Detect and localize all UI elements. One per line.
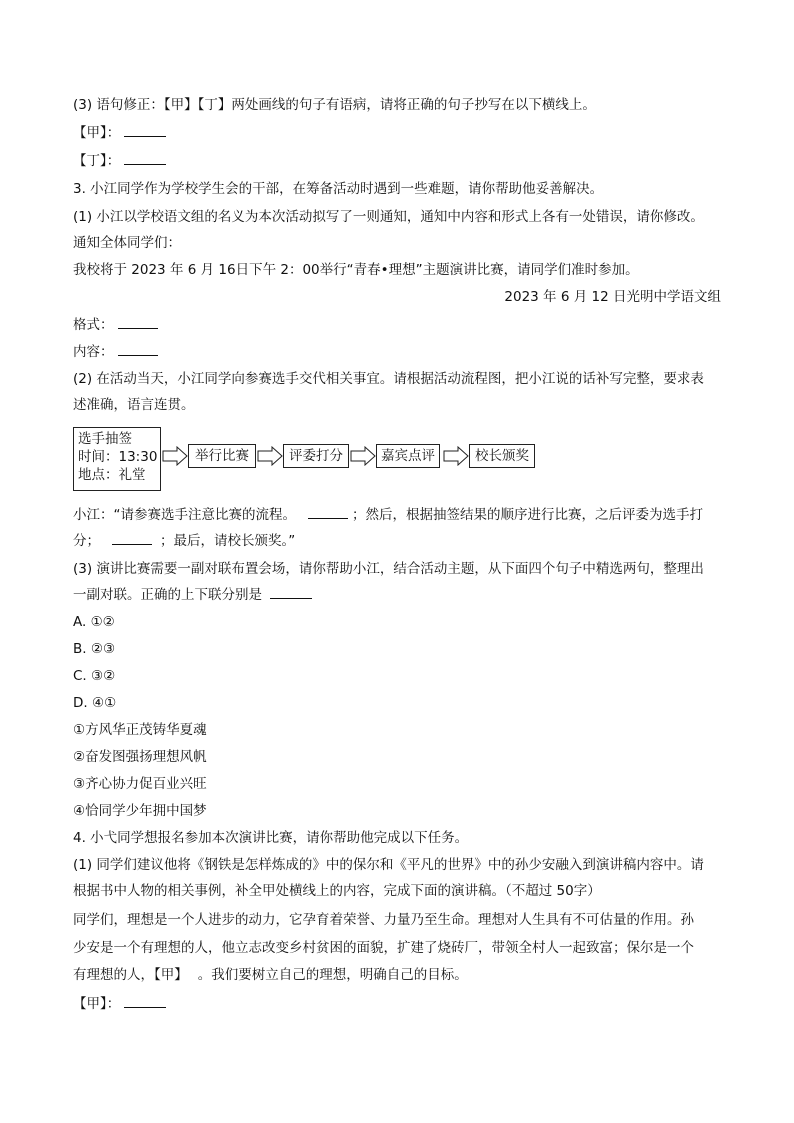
answer-blank[interactable] xyxy=(124,995,166,1008)
question-3-part3-header: (3) 语句修正：【甲】【丁】两处画线的句子有语病，请将正确的句子抄写在以下横线上。 xyxy=(73,97,596,113)
couplet-sentence-4: ④恰同学少年拥中国梦 xyxy=(73,803,207,819)
notice-body: 我校将于 2023 年 6 月 16日下午 2：00举行“青春•理想”主题演讲比赛，请同学们准时参加。 xyxy=(73,262,639,278)
question-3-intro: 3. 小江同学作为学校学生会的干部，在筹备活动时遇到一些难题，请你帮助他妥善解决。 xyxy=(73,181,604,197)
flow-arrow-icon xyxy=(162,446,188,466)
speech-line2: 少安是一个有理想的人，他立志改变乡村贫困的面貌，扩建了烧砖厂，带领全村人一起致富；保尔是一个 xyxy=(73,940,694,956)
question-4-1-line2: 根据书中人物的相关事例，补全甲处横线上的内容，完成下面的演讲稿。（不超过 50字） xyxy=(73,883,601,899)
content-answer-line xyxy=(73,343,162,361)
flow-step-draw-lots xyxy=(73,427,161,491)
jia-label: 【甲】： xyxy=(73,996,121,1012)
couplet-sentence-1: ①方风华正茂铸华夏魂 xyxy=(73,722,207,738)
xiaojiang-speech-line2: 分； ；最后，请校长颁奖。” xyxy=(73,533,296,549)
answer-blank[interactable] xyxy=(270,586,312,599)
flow-step-place: 地点：礼堂 xyxy=(78,467,146,483)
jia-answer-line-1 xyxy=(73,124,170,142)
question-4-1-line1: (1) 同学们建议他将《钢铁是怎样炼成的》中的保尔和《平凡的世界》中的孙少安融入到演讲稿内容中。请 xyxy=(73,857,704,873)
answer-blank[interactable] xyxy=(308,506,348,519)
answer-blank[interactable] xyxy=(124,124,166,137)
flow-step-judges-score: 评委打分 xyxy=(283,444,349,468)
question-3-2-line1: (2) 在活动当天，小江同学向参赛选手交代相关事宜。请根据活动流程图，把小江说的话补写完整，要求表 xyxy=(73,371,704,387)
answer-blank[interactable] xyxy=(118,343,158,356)
flow-arrow-icon xyxy=(443,446,469,466)
answer-blank[interactable] xyxy=(124,152,166,165)
answer-blank[interactable] xyxy=(118,316,158,329)
question-3-1-text: (1) 小江以学校语文组的名义为本次活动拟写了一则通知，通知中内容和形式上各有一处错误，请你修改。 xyxy=(73,209,704,225)
notice-heading: 通知全体同学们： xyxy=(73,235,181,251)
question-3-2-line2: 述准确，语言连贯。 xyxy=(73,397,195,413)
jia-label: 【甲】： xyxy=(73,125,121,141)
option-a[interactable]: A. ①② xyxy=(73,614,115,630)
answer-blank[interactable] xyxy=(112,532,152,545)
flow-arrow-icon xyxy=(350,446,376,466)
flow-arrow-icon xyxy=(257,446,283,466)
option-c[interactable]: C. ③② xyxy=(73,668,116,684)
jia-answer-line-2 xyxy=(73,995,170,1013)
flow-step-time: 时间：13:30 xyxy=(78,449,158,465)
content-label: 内容： xyxy=(73,344,114,360)
option-b[interactable]: B. ②③ xyxy=(73,641,116,657)
question-3-3-line1: (3) 演讲比赛需要一副对联布置会场，请你帮助小江，结合活动主题，从下面四个句子中精选两句，整理出 xyxy=(73,561,704,577)
question-3-3-line2: 一副对联。正确的上下联分别是 xyxy=(73,586,316,604)
flow-step-hold-contest: 举行比赛 xyxy=(188,444,256,468)
question-4-intro: 4. 小弋同学想报名参加本次演讲比赛，请你帮助他完成以下任务。 xyxy=(73,830,469,846)
option-d[interactable]: D. ④① xyxy=(73,695,117,711)
couplet-sentence-3: ③齐心协力促百业兴旺 xyxy=(73,776,207,792)
flow-step-guest-review: 嘉宾点评 xyxy=(376,444,440,468)
speech-line1: 同学们，理想是一个人进步的动力，它孕育着荣誉、力量乃至生命。理想对人生具有不可估量的作用。孙 xyxy=(73,912,694,928)
speech-line3: 有理想的人，【甲】 。我们要树立自己的理想，明确自己的目标。 xyxy=(73,967,468,983)
ding-label: 【丁】： xyxy=(73,153,121,169)
notice-signature: 2023 年 6 月 12 日光明中学语文组 xyxy=(504,289,721,305)
xiaojiang-speech-line1: 小江：“请参赛选手注意比赛的流程。 ；然后，根据抽签结果的顺序进行比赛，之后评委为选手打 xyxy=(73,507,703,523)
flow-step-principal-award: 校长颁奖 xyxy=(469,444,535,468)
ding-answer-line xyxy=(73,152,170,170)
couplet-sentence-2: ②奋发图强扬理想风帆 xyxy=(73,749,207,765)
format-answer-line xyxy=(73,316,162,334)
format-label: 格式： xyxy=(73,317,114,333)
flow-step-title: 选手抽签 xyxy=(78,431,132,447)
